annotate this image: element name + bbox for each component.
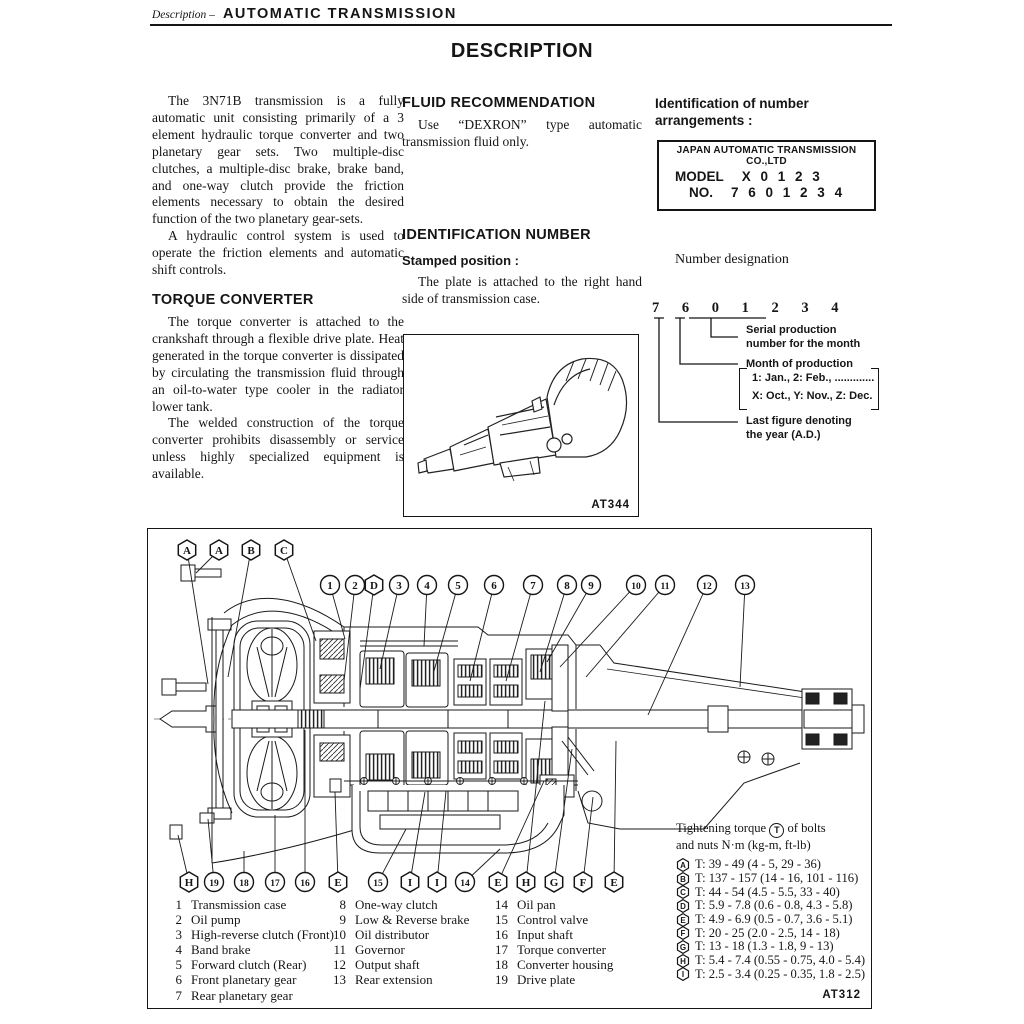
torque-spec-item: I T: 2.5 - 3.4 (0.25 - 0.35, 1.8 - 2.5) (676, 968, 871, 982)
figure-callout-12 (648, 576, 717, 716)
figure-callout-1 (321, 576, 346, 640)
header-rule (150, 24, 892, 26)
figure-callout-A (196, 540, 228, 573)
intro-column (152, 93, 404, 483)
circled-t-symbol: T (769, 823, 784, 838)
id-arrangement-heading (655, 95, 895, 129)
torque-converter-heading: TORQUE CONVERTER (152, 291, 314, 308)
hex-letter-badge-icon (676, 885, 690, 899)
svg-text:2: 2 (352, 579, 358, 592)
legend-item: 13 Rear extension (333, 972, 433, 988)
svg-text:A: A (680, 860, 686, 870)
stamped-position-subheading: Stamped position : (402, 252, 519, 268)
svg-text:H: H (680, 956, 686, 966)
hex-letter-badge-icon (676, 913, 690, 927)
legend-item: 18 Converter housing (495, 957, 614, 973)
figure-callout-13 (736, 576, 755, 688)
svg-text:C: C (280, 544, 288, 557)
page-title: DESCRIPTION (450, 40, 594, 62)
svg-text:9: 9 (588, 579, 594, 592)
torque-spec-item: B T: 137 - 157 (14 - 16, 101 - 116) (676, 872, 871, 886)
svg-text:I: I (681, 970, 685, 980)
plate-model-line (659, 169, 874, 184)
figure-callout-19 (205, 819, 224, 892)
figure-code-at344: AT344 (591, 499, 630, 511)
figure-callout-18 (235, 851, 254, 892)
header-chapter-title: AUTOMATIC TRANSMISSION (222, 6, 457, 22)
svg-text:C: C (680, 888, 686, 898)
cross-section-figure (147, 528, 872, 1009)
svg-text:17: 17 (270, 878, 280, 889)
legend-item: 4 Band brake (175, 942, 251, 958)
svg-text:D: D (680, 901, 686, 911)
svg-text:11: 11 (660, 581, 670, 592)
fluid-id-column (402, 95, 642, 308)
svg-text:I: I (407, 876, 413, 889)
svg-text:6: 6 (491, 579, 497, 592)
legend-item: 15 Control valve (495, 912, 589, 928)
legend-item: 17 Torque converter (495, 942, 606, 958)
torque-spec-item: C T: 44 - 54 (4.5 - 5.5, 33 - 40) (676, 885, 871, 899)
svg-text:19: 19 (209, 878, 219, 889)
plate-no-label: NO. (689, 185, 714, 200)
svg-text:H: H (521, 876, 531, 889)
legend-item: 7 Rear planetary gear (175, 987, 293, 1003)
plate-model-label: MODEL (675, 169, 724, 184)
svg-text:12: 12 (702, 581, 712, 592)
id-arrangement-heading-line2: arrangements : (655, 113, 753, 128)
id-arrangement-heading-line1: Identification of number (655, 96, 809, 111)
designation-year-label: Last figure denoting the year (A.D.) (746, 415, 852, 441)
svg-text:E: E (334, 876, 342, 889)
svg-text:1: 1 (327, 579, 333, 592)
svg-text:I: I (434, 876, 440, 889)
hex-letter-badge-icon (676, 872, 690, 886)
legend-item: 6 Front planetary gear (175, 972, 297, 988)
svg-text:18: 18 (239, 878, 249, 889)
designation-month-codes: 1: Jan., 2: Feb., ............. X: Oct., Y: Nov., Z: Dec. (752, 372, 875, 402)
legend-column-2 (326, 897, 501, 988)
svg-text:B: B (247, 544, 255, 557)
legend-item: 16 Input shaft (495, 927, 573, 943)
torque-converter-paragraph-1: The torque converter is attached to the crankshaft through a flexible drive plate. Heat generated in the torque converter is dissipated by circulating the transmission fluid through an oil-to-water type cooler in the radiator lower tank. (152, 313, 404, 414)
svg-text:3: 3 (396, 579, 402, 592)
designation-month-label: Month of production (746, 358, 853, 370)
legend-item: 2 Oil pump (175, 912, 241, 928)
plate-number-line (659, 185, 874, 200)
svg-text:G: G (549, 876, 559, 889)
svg-text:13: 13 (740, 581, 750, 592)
header-section-prefix: Description – (152, 9, 215, 21)
legend-item: 12 Output shaft (333, 957, 420, 973)
designation-serial-label: Serial production number for the month (746, 324, 861, 350)
figure-code-at312: AT312 (822, 989, 861, 1001)
svg-text:8: 8 (564, 579, 570, 592)
torque-note-header: Tightening torque T of bolts and nuts N·m (kg-m, ft-lb) (676, 821, 826, 852)
figure-callout-A (178, 540, 208, 684)
figure-callout-E (329, 792, 346, 892)
figure-callout-4 (418, 576, 437, 647)
transmission-photo-figure (403, 334, 639, 517)
svg-text:G: G (679, 942, 687, 952)
hex-letter-badge-icon (676, 967, 690, 981)
intro-paragraph-2: A hydraulic control system is used to operate the friction elements and automatic shift controls. (152, 228, 404, 278)
svg-text:14: 14 (460, 878, 470, 889)
legend-item: 11 Governor (333, 942, 405, 958)
legend-column-1 (162, 897, 342, 1003)
tightening-torque-note (676, 821, 871, 981)
legend-item: 9 Low & Reverse brake (339, 912, 470, 928)
svg-text:D: D (370, 579, 378, 592)
legend-item: 10 Oil distributor (333, 927, 430, 943)
intro-paragraph-1: The 3N71B transmission is a fully automatic unit consisting primarily of a 3 element hydraulic torque converter and two planetary gear sets. Two multiple-disc clutches, a multiple-disc brake, brake band, and one-way clutch provide the friction elements necessary to obtain the desired function of the two planetary gear-sets. (152, 93, 404, 227)
svg-text:E: E (610, 876, 618, 889)
svg-text:E: E (494, 876, 502, 889)
torque-spec-item: H T: 5.4 - 7.4 (0.55 - 0.75, 4.0 - 5.4) (676, 954, 871, 968)
figure-callout-17 (266, 815, 285, 892)
number-designation-title: Number designation (675, 252, 789, 267)
fluid-recommendation-heading: FLUID RECOMMENDATION (402, 95, 596, 111)
legend-column-3 (488, 897, 658, 988)
month-bracket-left (739, 368, 747, 410)
torque-spec-item: F T: 20 - 25 (2.0 - 2.5, 14 - 18) (676, 926, 871, 940)
legend-item: 14 Oil pan (495, 897, 556, 912)
svg-text:B: B (680, 874, 686, 884)
transmission-side-view-illustration (404, 335, 635, 513)
figure-callout-E (605, 741, 622, 892)
legend-item: 8 One-way clutch (339, 897, 438, 912)
hex-letter-badge-icon (676, 858, 690, 872)
svg-text:F: F (680, 929, 686, 939)
torque-spec-item: G T: 13 - 18 (1.3 - 1.8, 9 - 13) (676, 940, 871, 954)
svg-text:F: F (579, 876, 587, 889)
torque-spec-item: E T: 4.9 - 6.9 (0.5 - 0.7, 3.6 - 5.1) (676, 913, 871, 927)
plate-no-value: 7 6 0 1 2 3 4 (731, 185, 846, 200)
identification-number-heading: IDENTIFICATION NUMBER (402, 226, 591, 243)
torque-spec-item: D T: 5.9 - 7.8 (0.6 - 0.8, 4.3 - 5.8) (676, 899, 871, 913)
svg-text:4: 4 (424, 579, 430, 592)
identification-plate (657, 140, 876, 211)
hex-letter-badge-icon (676, 899, 690, 913)
svg-text:16: 16 (300, 878, 310, 889)
hex-letter-badge-icon (676, 954, 690, 968)
legend-item: 5 Forward clutch (Rear) (175, 957, 307, 973)
month-bracket-right (871, 368, 879, 410)
hex-letter-badge-icon (676, 940, 690, 954)
svg-text:A: A (183, 544, 191, 557)
torque-spec-item: A T: 39 - 49 (4 - 5, 29 - 36) (676, 858, 871, 872)
fluid-recommendation-body: Use “DEXRON” type automatic transmission fluid only. (402, 117, 642, 149)
page-running-header (152, 6, 457, 22)
hex-letter-badge-icon (676, 926, 690, 940)
plate-company-name: JAPAN AUTOMATIC TRANSMISSION CO.,LTD (676, 145, 857, 167)
stamped-position-body: The plate is attached to the right hand side of transmission case. (402, 273, 642, 306)
svg-text:7: 7 (530, 579, 536, 592)
plate-model-value: X 0 1 2 3 (741, 169, 823, 184)
torque-converter-paragraph-2: The welded construction of the torque converter prohibits disassembly or service unless highly specialized equipment is available. (152, 415, 404, 482)
designation-digits: 7 6 0 1 2 3 4 (652, 300, 848, 316)
svg-text:H: H (184, 876, 194, 889)
svg-text:5: 5 (455, 579, 461, 592)
svg-text:A: A (215, 544, 223, 557)
figure-callout-H (178, 835, 198, 892)
legend-item: 1 Transmission case (175, 897, 287, 912)
legend-item: 3 High-reverse clutch (Front) (175, 927, 334, 943)
legend-item: 19 Drive plate (495, 972, 576, 988)
svg-text:10: 10 (631, 581, 641, 592)
svg-text:15: 15 (373, 878, 383, 889)
svg-text:E: E (680, 915, 686, 925)
